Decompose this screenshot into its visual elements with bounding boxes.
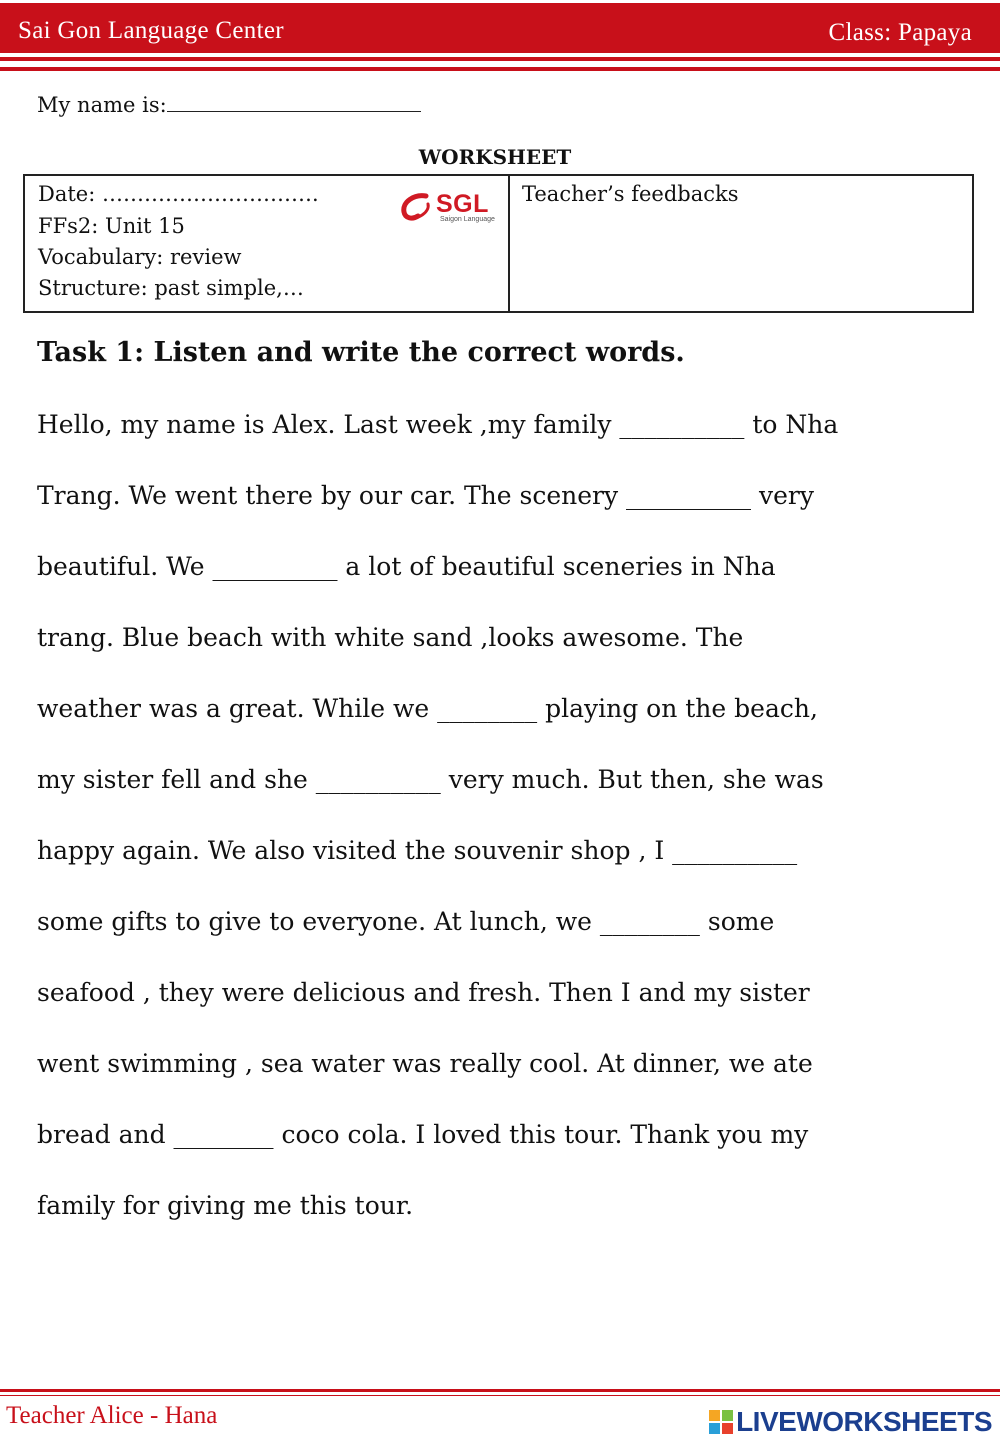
header-divider bbox=[0, 57, 1000, 61]
name-label: My name is: bbox=[37, 93, 167, 117]
footer-divider bbox=[0, 1389, 1000, 1392]
logo-subtext: Saigon Language bbox=[440, 216, 495, 223]
task1-title: Task 1: Listen and write the correct words. bbox=[37, 337, 685, 368]
center-name: Sai Gon Language Center bbox=[18, 17, 284, 44]
liveworksheets-icon bbox=[709, 1410, 733, 1434]
passage-line-11: bread and ________ coco cola. I loved this tour. Thank you my bbox=[37, 1120, 809, 1149]
header-divider-thin bbox=[0, 67, 1000, 71]
teacher-name: Teacher Alice - Hana bbox=[6, 1402, 218, 1429]
passage-line-2: Trang. We went there by our car. The scenery __________ very bbox=[37, 481, 814, 510]
passage-line-1: Hello, my name is Alex. Last week ,my family __________ to Nha bbox=[37, 410, 839, 439]
logo-text: SGL bbox=[436, 190, 489, 218]
date-line: Date: …………………………. bbox=[38, 182, 319, 206]
info-box bbox=[23, 174, 974, 313]
teacher-feedback-label: Teacher’s feedbacks bbox=[522, 182, 739, 206]
liveworksheets-brand[interactable] bbox=[709, 1405, 992, 1439]
vocabulary-line: Vocabulary: review bbox=[38, 245, 242, 269]
passage-line-12: family for giving me this tour. bbox=[37, 1191, 414, 1220]
structure-line: Structure: past simple,… bbox=[38, 276, 304, 300]
sgl-logo bbox=[398, 190, 498, 226]
passage-line-4: trang. Blue beach with white sand ,looks awesome. The bbox=[37, 623, 744, 652]
name-row bbox=[37, 93, 421, 117]
header-bar bbox=[0, 3, 1000, 53]
class-label: Class: Papaya bbox=[828, 19, 972, 46]
footer-divider-thin bbox=[0, 1395, 1000, 1396]
worksheet-title: WORKSHEET bbox=[418, 145, 572, 169]
passage-line-6: my sister fell and she __________ very much. But then, she was bbox=[37, 765, 824, 794]
liveworksheets-text: LIVEWORKSHEETS bbox=[736, 1406, 992, 1437]
name-input-line[interactable] bbox=[167, 93, 421, 112]
passage-line-7: happy again. We also visited the souvenir shop , I __________ bbox=[37, 836, 798, 865]
passage-line-8: some gifts to give to everyone. At lunch, we ________ some bbox=[37, 907, 775, 936]
passage-line-5: weather was a great. While we ________ playing on the beach, bbox=[37, 694, 818, 723]
passage-line-3: beautiful. We __________ a lot of beautiful sceneries in Nha bbox=[37, 552, 776, 581]
info-left-cell bbox=[25, 176, 510, 311]
unit-line: FFs2: Unit 15 bbox=[38, 214, 185, 238]
passage-line-10: went swimming , sea water was really cool. At dinner, we ate bbox=[37, 1049, 813, 1078]
passage-line-9: seafood , they were delicious and fresh. Then I and my sister bbox=[37, 978, 810, 1007]
sgl-swirl-icon bbox=[398, 192, 434, 224]
